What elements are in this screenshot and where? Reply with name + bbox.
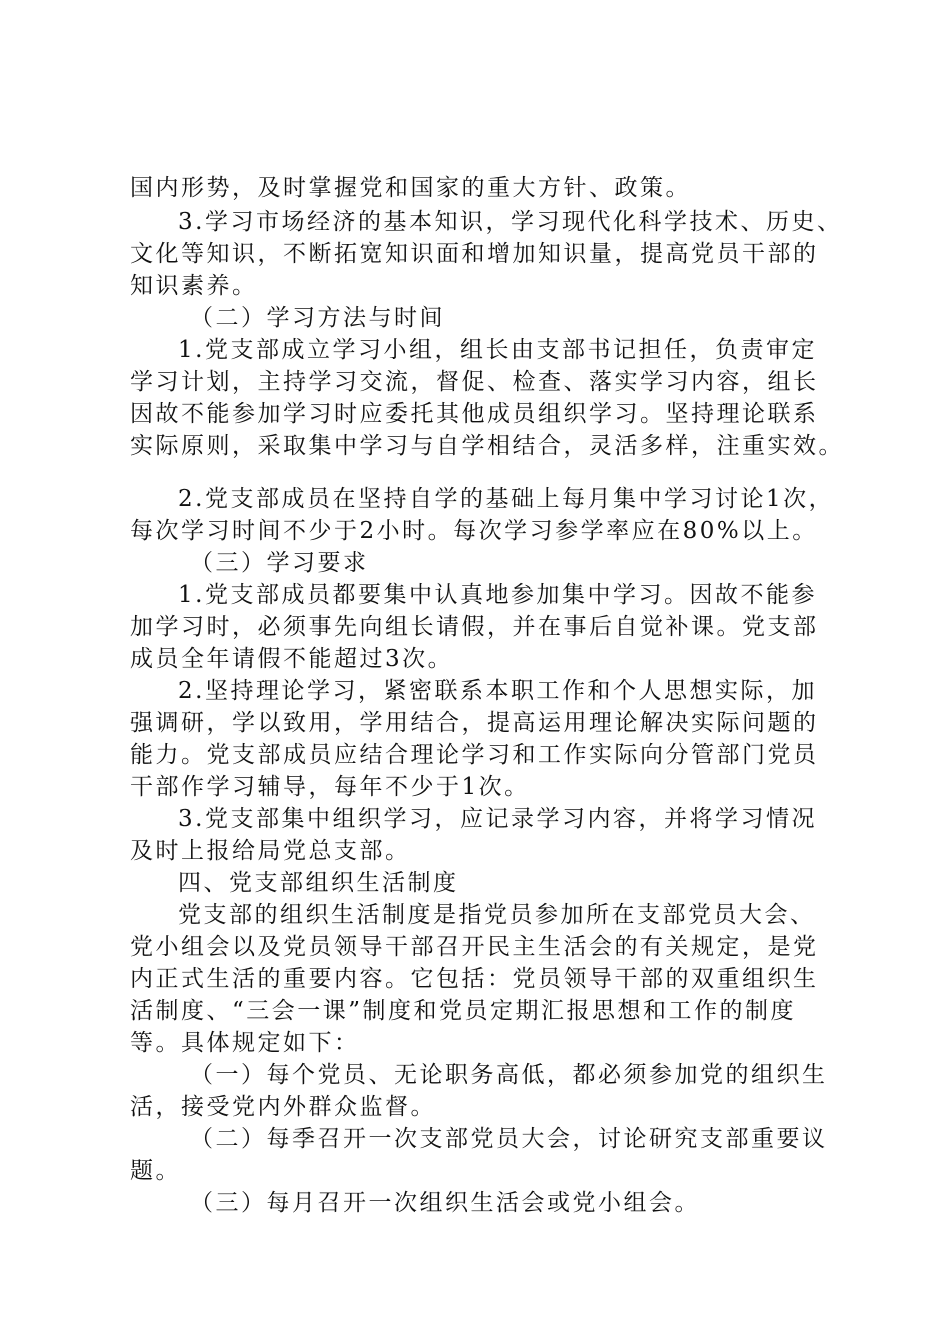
text-line: （三）每月召开一次组织生活会或党小组会。 — [190, 1190, 700, 1216]
section-heading: 四、党支部组织生活制度 — [178, 870, 459, 896]
text-line: 2.党支部成员在坚持自学的基础上每月集中学习讨论1次， — [178, 486, 835, 512]
text-line: 实际原则，采取集中学习与自学相结合，灵活多样，注重实效。 — [130, 433, 844, 459]
text-line: 及时上报给局党总支部。 — [130, 838, 411, 864]
text-line: 国内形势，及时掌握党和国家的重大方针、政策。 — [130, 175, 691, 201]
text-line: 3.学习市场经济的基本知识，学习现代化科学技术、历史、 — [178, 209, 843, 235]
text-line: 活，接受党内外群众监督。 — [130, 1094, 436, 1120]
text-line: 活制度、“三会一课”制度和党员定期汇报思想和工作的制度 — [130, 998, 797, 1024]
text-line: 1.党支部成员都要集中认真地参加集中学习。因故不能参 — [178, 582, 817, 608]
text-line: 党支部的组织生活制度是指党员参加所在支部党员大会、 — [178, 902, 816, 928]
text-line: 强调研，学以致用，学用结合，提高运用理论解决实际问题的 — [130, 710, 819, 736]
text-line: （一）每个党员、无论职务高低，都必须参加党的组织生 — [190, 1062, 828, 1088]
text-line: 2.坚持理论学习，紧密联系本职工作和个人思想实际，加 — [178, 678, 817, 704]
text-line: 党小组会以及党员领导干部召开民主生活会的有关规定，是党 — [130, 934, 819, 960]
text-line: 1.党支部成立学习小组，组长由支部书记担任，负责审定 — [178, 337, 817, 363]
text-line: 成员全年请假不能超过3次。 — [130, 646, 454, 672]
text-line: 学习计划，主持学习交流，督促、检查、落实学习内容，组长 — [130, 369, 819, 395]
section-heading: （三）学习要求 — [190, 550, 369, 576]
text-line: 干部作学习辅导，每年不少于1次。 — [130, 774, 530, 800]
text-line: 等。具体规定如下： — [130, 1030, 360, 1056]
text-line: 题。 — [130, 1158, 181, 1184]
text-line: 内正式生活的重要内容。它包括：党员领导干部的双重组织生 — [130, 966, 819, 992]
section-heading: （二）学习方法与时间 — [190, 305, 445, 331]
text-line: 能力。党支部成员应结合理论学习和工作实际向分管部门党员 — [130, 742, 819, 768]
text-line: 因故不能参加学习时应委托其他成员组织学习。坚持理论联系 — [130, 401, 819, 427]
text-line: 每次学习时间不少于2小时。每次学习参学率应在80%以上。 — [130, 518, 818, 544]
text-line: 知识素养。 — [130, 273, 258, 299]
text-line: 文化等知识，不断拓宽知识面和增加知识量，提高党员干部的 — [130, 241, 819, 267]
text-line: 加学习时，必须事先向组长请假，并在事后自觉补课。党支部 — [130, 614, 819, 640]
text-line: 3.党支部集中组织学习，应记录学习内容，并将学习情况 — [178, 806, 817, 832]
text-line: （二）每季召开一次支部党员大会，讨论研究支部重要议 — [190, 1126, 828, 1152]
